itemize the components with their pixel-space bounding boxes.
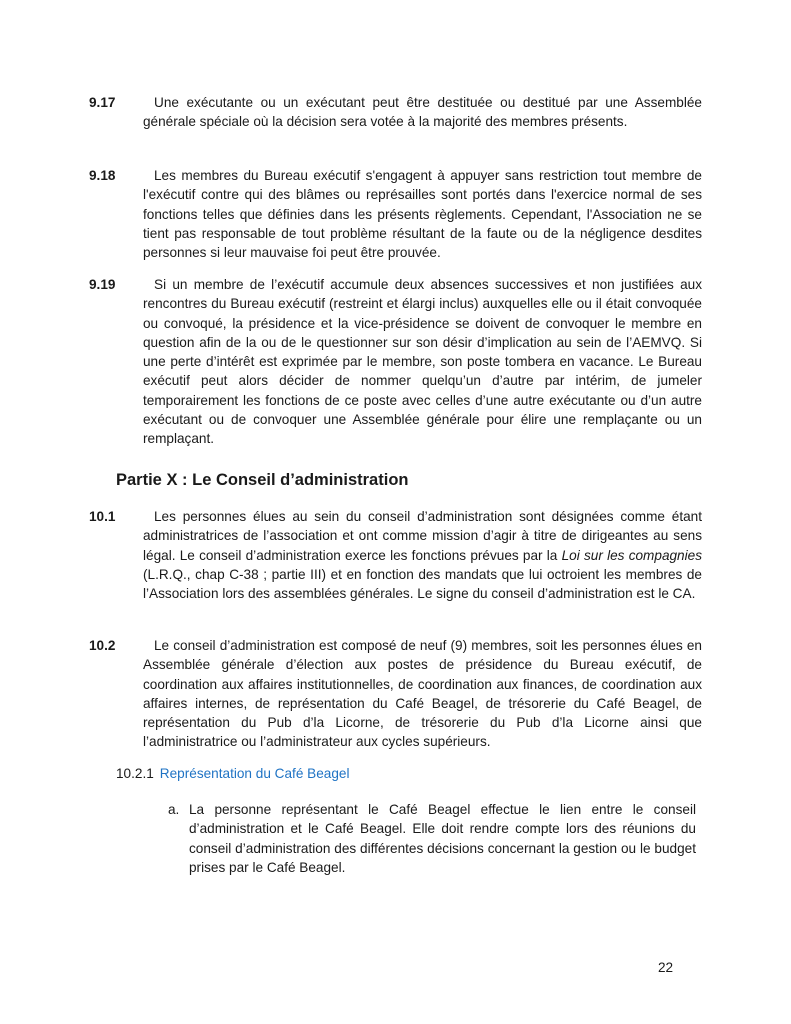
paragraph-text-after: (L.R.Q., chap C-38 ; partie III) et en fonction des mandats que lui octroient les membres de l’Association lors des assemblées générales. Le signe du conseil d’administration est le CA.	[143, 566, 702, 602]
paragraph-9-19	[89, 275, 702, 449]
list-marker: a.	[168, 802, 180, 817]
paragraph-10-2	[89, 636, 702, 752]
paragraph-text: Le conseil d’administration est composé de neuf (9) membres, soit les personnes élues en Assemblée générale d’élection aux postes de présidence du Bureau exécutif, de coordination aux affaires institutionnelles, de coordination aux finances, de coordination aux affaires internes, de représentation du Café Beagel, de trésorerie du Café Beagel, de représentation du Pub d’la Licorne, de trésorerie du Pub d’la Licorne ainsi que l’administratrice ou l’administrateur aux cycles supérieurs.	[143, 638, 702, 750]
subsection-title: Représentation du Café Beagel	[159, 766, 350, 781]
paragraph-text-before: Les personnes élues au sein du conseil d’administration sont désignées comme étant administratrices de l’association et ont comme mission d’agir à titre de dirigeantes au sens légal. Le conseil d’administration exerce les fonctions prévues par la	[143, 509, 702, 563]
paragraph-number: 9.19	[89, 277, 116, 292]
paragraph-text: Les membres du Bureau exécutif s'engagent à appuyer sans restriction tout membre de l'exécutif contre qui des blâmes ou représailles sont portés dans l'exercice normal de ses fonctions telles que définies dans les présents règlements. Cependant, l'Association ne se tient pas responsable de tout problème résultant de la faute ou de la négligence desdites personnes si leur mauvaise foi peut être prouvée.	[143, 168, 702, 261]
page-number: 22	[658, 960, 674, 975]
paragraph-10-1	[89, 507, 702, 603]
list-item	[168, 800, 696, 877]
paragraph-number: 9.17	[89, 95, 116, 110]
paragraph-number: 10.1	[89, 509, 116, 524]
section-title: Partie X : Le Conseil d’administration	[116, 471, 409, 489]
paragraph-text: Si un membre de l’exécutif accumule deux absences successives et non justifiées aux rencontres du Bureau exécutif (restreint et élargi inclus) auxquelles elle ou il était convoquée ou convoqué, la présidence et la vice-présidence se doivent de convoquer le membre en question afin de la ou de le questionner sur son désir d’implication au sein de l’AEMVQ. Si une perte d’intérêt est exprimée par le membre, son poste tombera en vacance. Le Bureau exécutif peut alors décider de nommer quelqu’un d’autre par intérim, de jumeler temporairement les fonctions de ce poste avec celles d’une autre exécutante ou d’un autre exécutant ou de convoquer une Assemblée générale pour élire une remplaçante ou un remplaçant.	[143, 277, 702, 447]
paragraph-9-18	[89, 166, 702, 262]
subsection-number: 10.2.1	[116, 766, 154, 781]
subsection-heading	[116, 766, 350, 781]
paragraph-number: 9.18	[89, 168, 116, 183]
list-item-text: La personne représentant le Café Beagel effectue le lien entre le conseil d’administration et le Café Beagel. Elle doit rendre compte lors des réunions du conseil d’administration des différentes décisions concernant la gestion ou le budget prises par le Café Beagel.	[189, 802, 696, 875]
paragraph-text: Une exécutante ou un exécutant peut être destituée ou destitué par une Assemblée générale spéciale où la décision sera votée à la majorité des membres présents.	[143, 95, 702, 130]
paragraph-number: 10.2	[89, 638, 116, 653]
law-title-italic: Loi sur les compagnies	[561, 547, 702, 563]
paragraph-9-17	[89, 93, 702, 132]
